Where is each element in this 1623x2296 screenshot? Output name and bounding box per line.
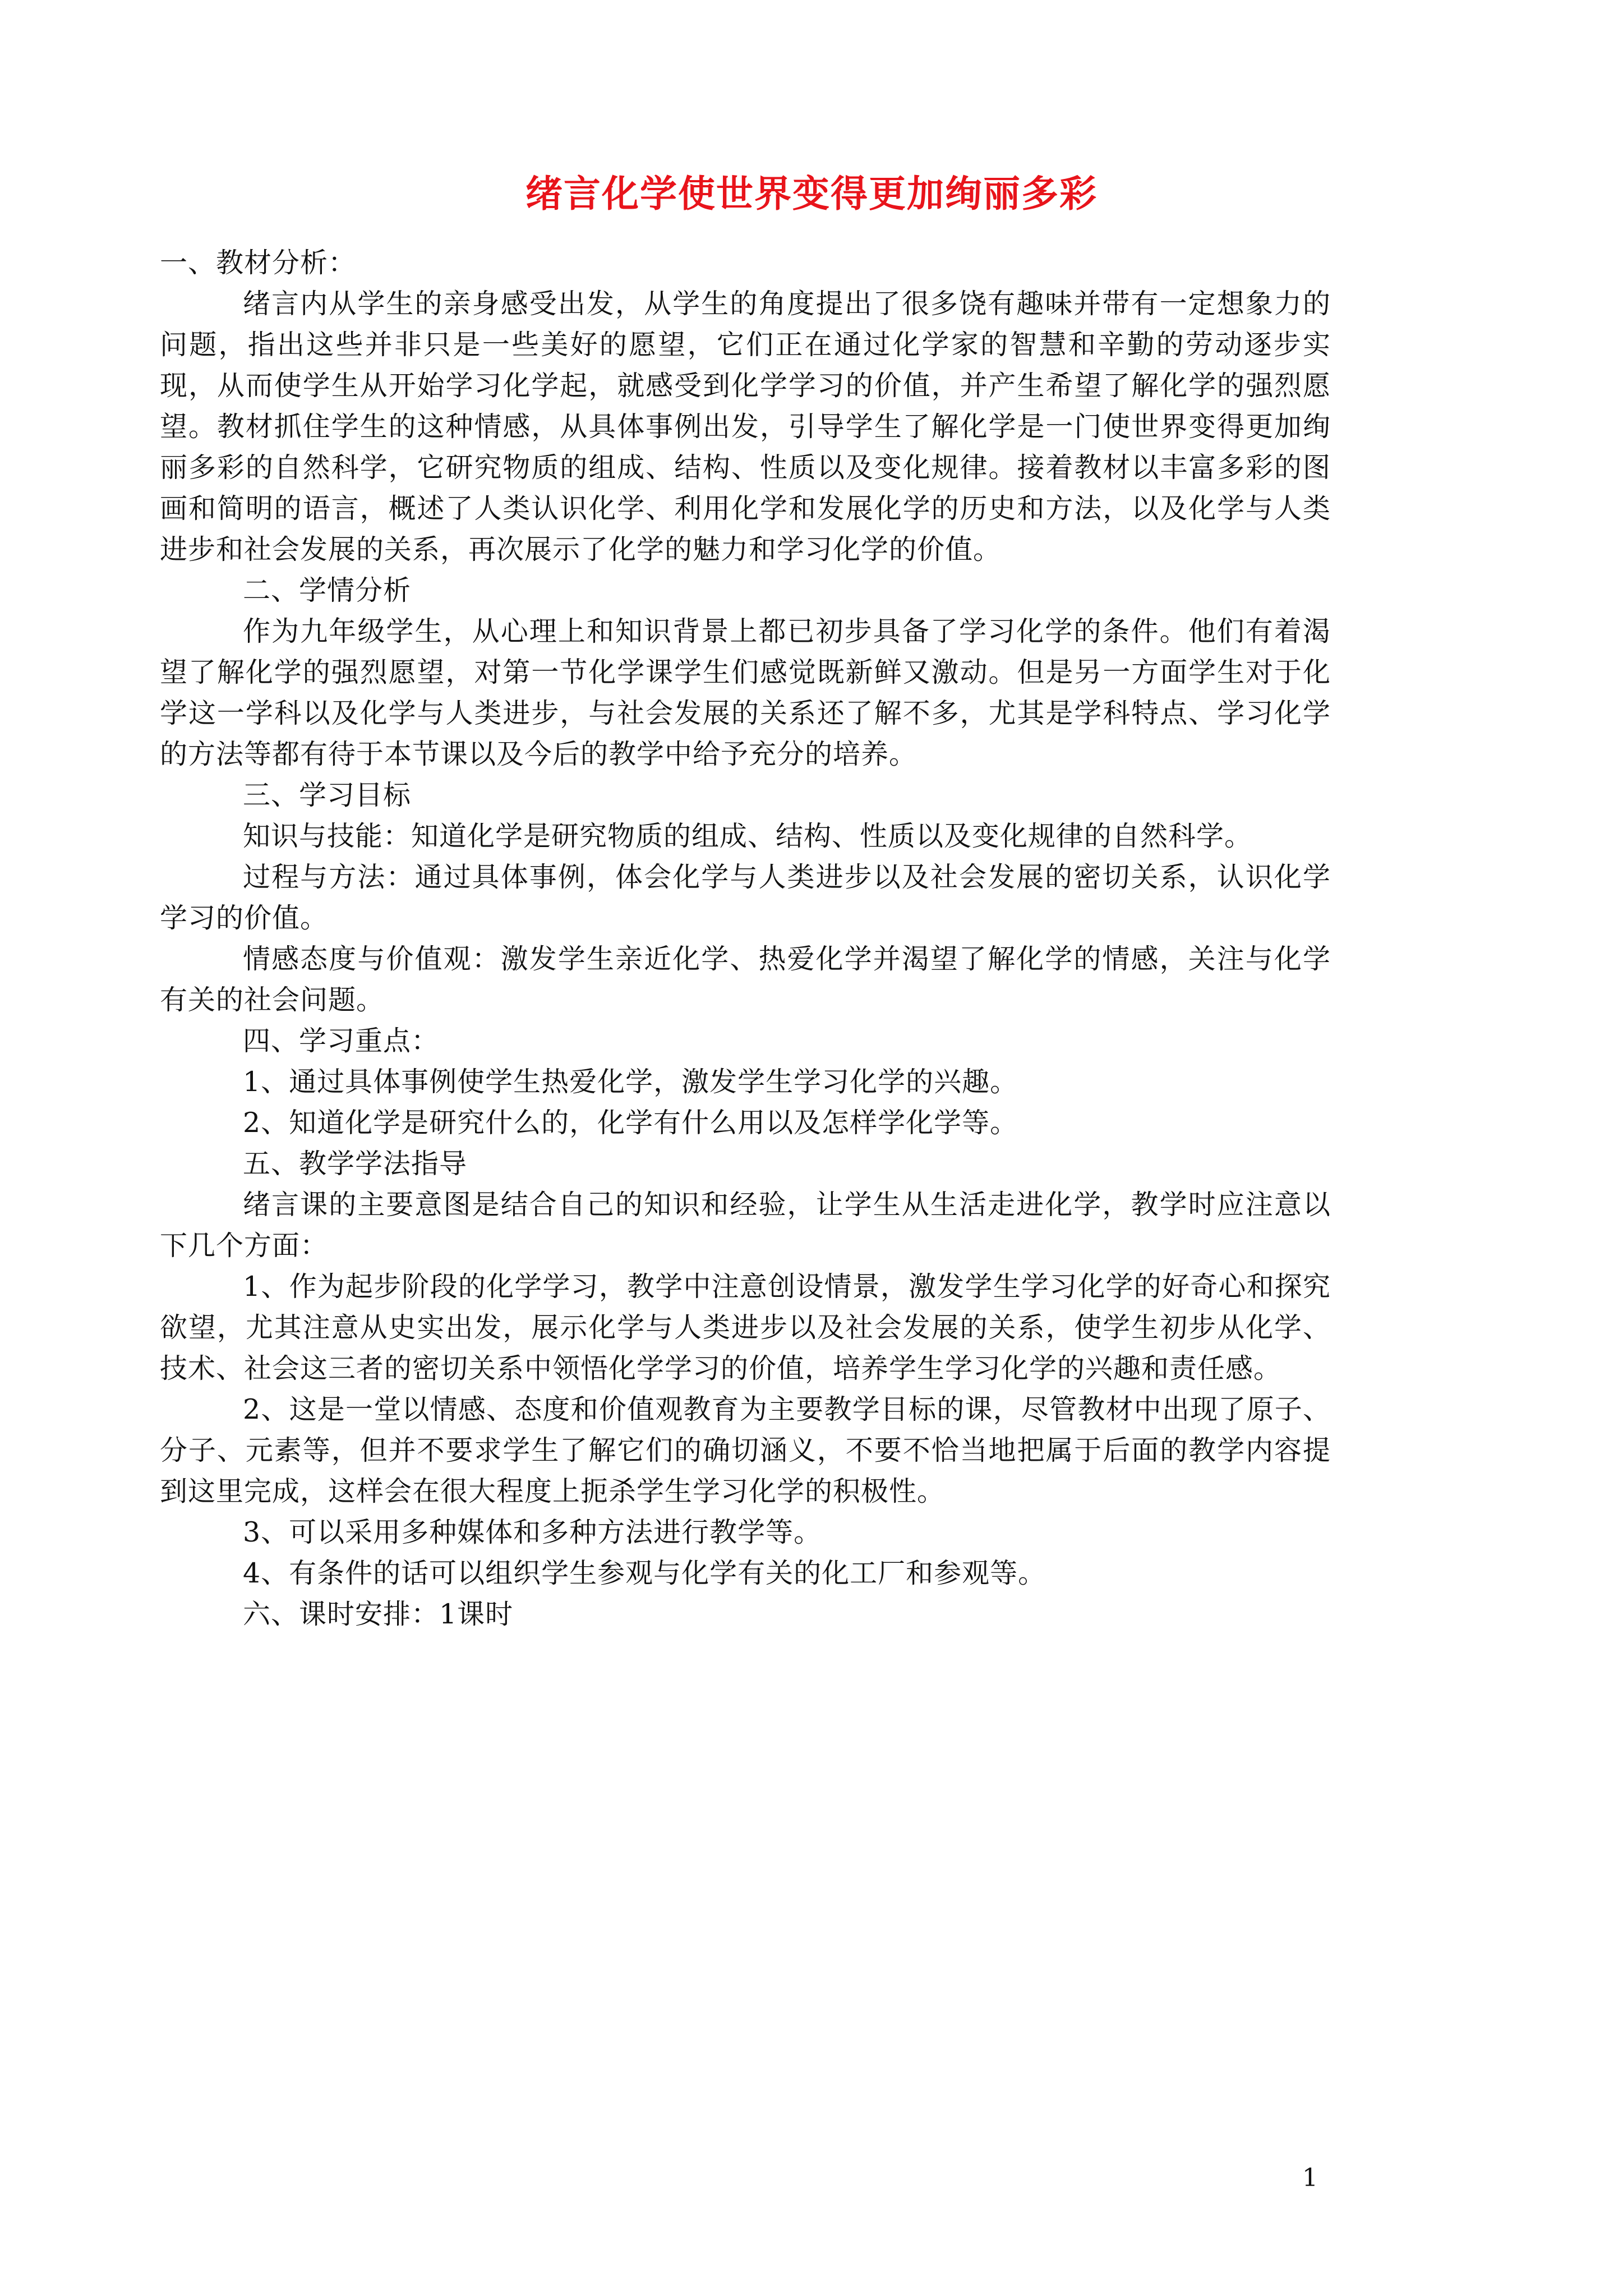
document-body — [160, 242, 1331, 1635]
document-title: 绪言化学使世界变得更加绚丽多彩 — [525, 172, 1098, 215]
section-heading-textbook-analysis: 一、教材分析： — [160, 247, 357, 279]
section-heading-learning-goals: 三、学习目标 — [243, 779, 412, 811]
section-heading-schedule: 六、课时安排：1课时 — [243, 1598, 514, 1630]
list-item-guidance-2: 2、这是一堂以情感、态度和价值观教育为主要教学目标的课，尽管教材中出现了原子、分子、元素等，但并不要求学生了解它们的确切涵义，不要不恰当地把属于后面的教学内容提到这里完成，这样会在很大程度上扼杀学生学习化学的积极性。 — [160, 1393, 1331, 1507]
list-item-key-point-1: 1、通过具体事例使学生热爱化学，激发学生学习化学的兴趣。 — [243, 1066, 1018, 1098]
paragraph-emotion-values: 情感态度与价值观：激发学生亲近化学、热爱化学并渴望了解化学的情感，关注与化学有关的社会问题。 — [160, 943, 1331, 1016]
section-heading-teaching-guidance: 五、教学学法指导 — [243, 1148, 468, 1180]
list-item-guidance-1: 1、作为起步阶段的化学学习，教学中注意创设情景，激发学生学习化学的好奇心和探究欲望，尤其注意从史实出发，展示化学与人类进步以及社会发展的关系，使学生初步从化学、技术、社会这三者的密切关系中领悟化学学习的价值，培养学生学习化学的兴趣和责任感。 — [160, 1271, 1331, 1384]
section-heading-key-points: 四、学习重点： — [243, 1025, 440, 1057]
paragraph-student-analysis: 作为九年级学生，从心理上和知识背景上都已初步具备了学习化学的条件。他们有着渴望了解化学的强烈愿望，对第一节化学课学生们感觉既新鲜又激动。但是另一方面学生对于化学这一学科以及化学与人类进步，与社会发展的关系还了解不多，尤其是学科特点、学习化学的方法等都有待于本节课以及今后的教学中给予充分的培养。 — [160, 615, 1331, 770]
page-number: 1 — [1302, 2164, 1318, 2192]
paragraph-knowledge-skills: 知识与技能：知道化学是研究物质的组成、结构、性质以及变化规律的自然科学。 — [243, 820, 1253, 852]
list-item-guidance-3: 3、可以采用多种媒体和多种方法进行教学等。 — [243, 1516, 822, 1548]
paragraph-textbook-analysis: 绪言内从学生的亲身感受出发，从学生的角度提出了很多饶有趣味并带有一定想象力的问题，指出这些并非只是一些美好的愿望，它们正在通过化学家的智慧和辛勤的劳动逐步实现，从而使学生从开始学习化学起，就感受到化学学习的价值，并产生希望了解化学的强烈愿望。教材抓住学生的这种情感，从具体事例出发，引导学生了解化学是一门使世界变得更加绚丽多彩的自然科学，它研究物质的组成、结构、性质以及变化规律。接着教材以丰富多彩的图画和简明的语言，概述了人类认识化学、利用化学和发展化学的历史和方法，以及化学与人类进步和社会发展的关系，再次展示了化学的魅力和学习化学的价值。 — [160, 288, 1331, 565]
list-item-guidance-4: 4、有条件的话可以组织学生参观与化学有关的化工厂和参观等。 — [243, 1557, 1046, 1589]
paragraph-process-methods: 过程与方法：通过具体事例，体会化学与人类进步以及社会发展的密切关系，认识化学学习的价值。 — [160, 861, 1331, 934]
list-item-key-point-2: 2、知道化学是研究什么的，化学有什么用以及怎样学化学等。 — [243, 1107, 1018, 1139]
paragraph-teaching-guidance: 绪言课的主要意图是结合自己的知识和经验，让学生从生活走进化学，教学时应注意以下几个方面： — [160, 1189, 1331, 1262]
section-heading-student-analysis: 二、学情分析 — [243, 574, 412, 606]
